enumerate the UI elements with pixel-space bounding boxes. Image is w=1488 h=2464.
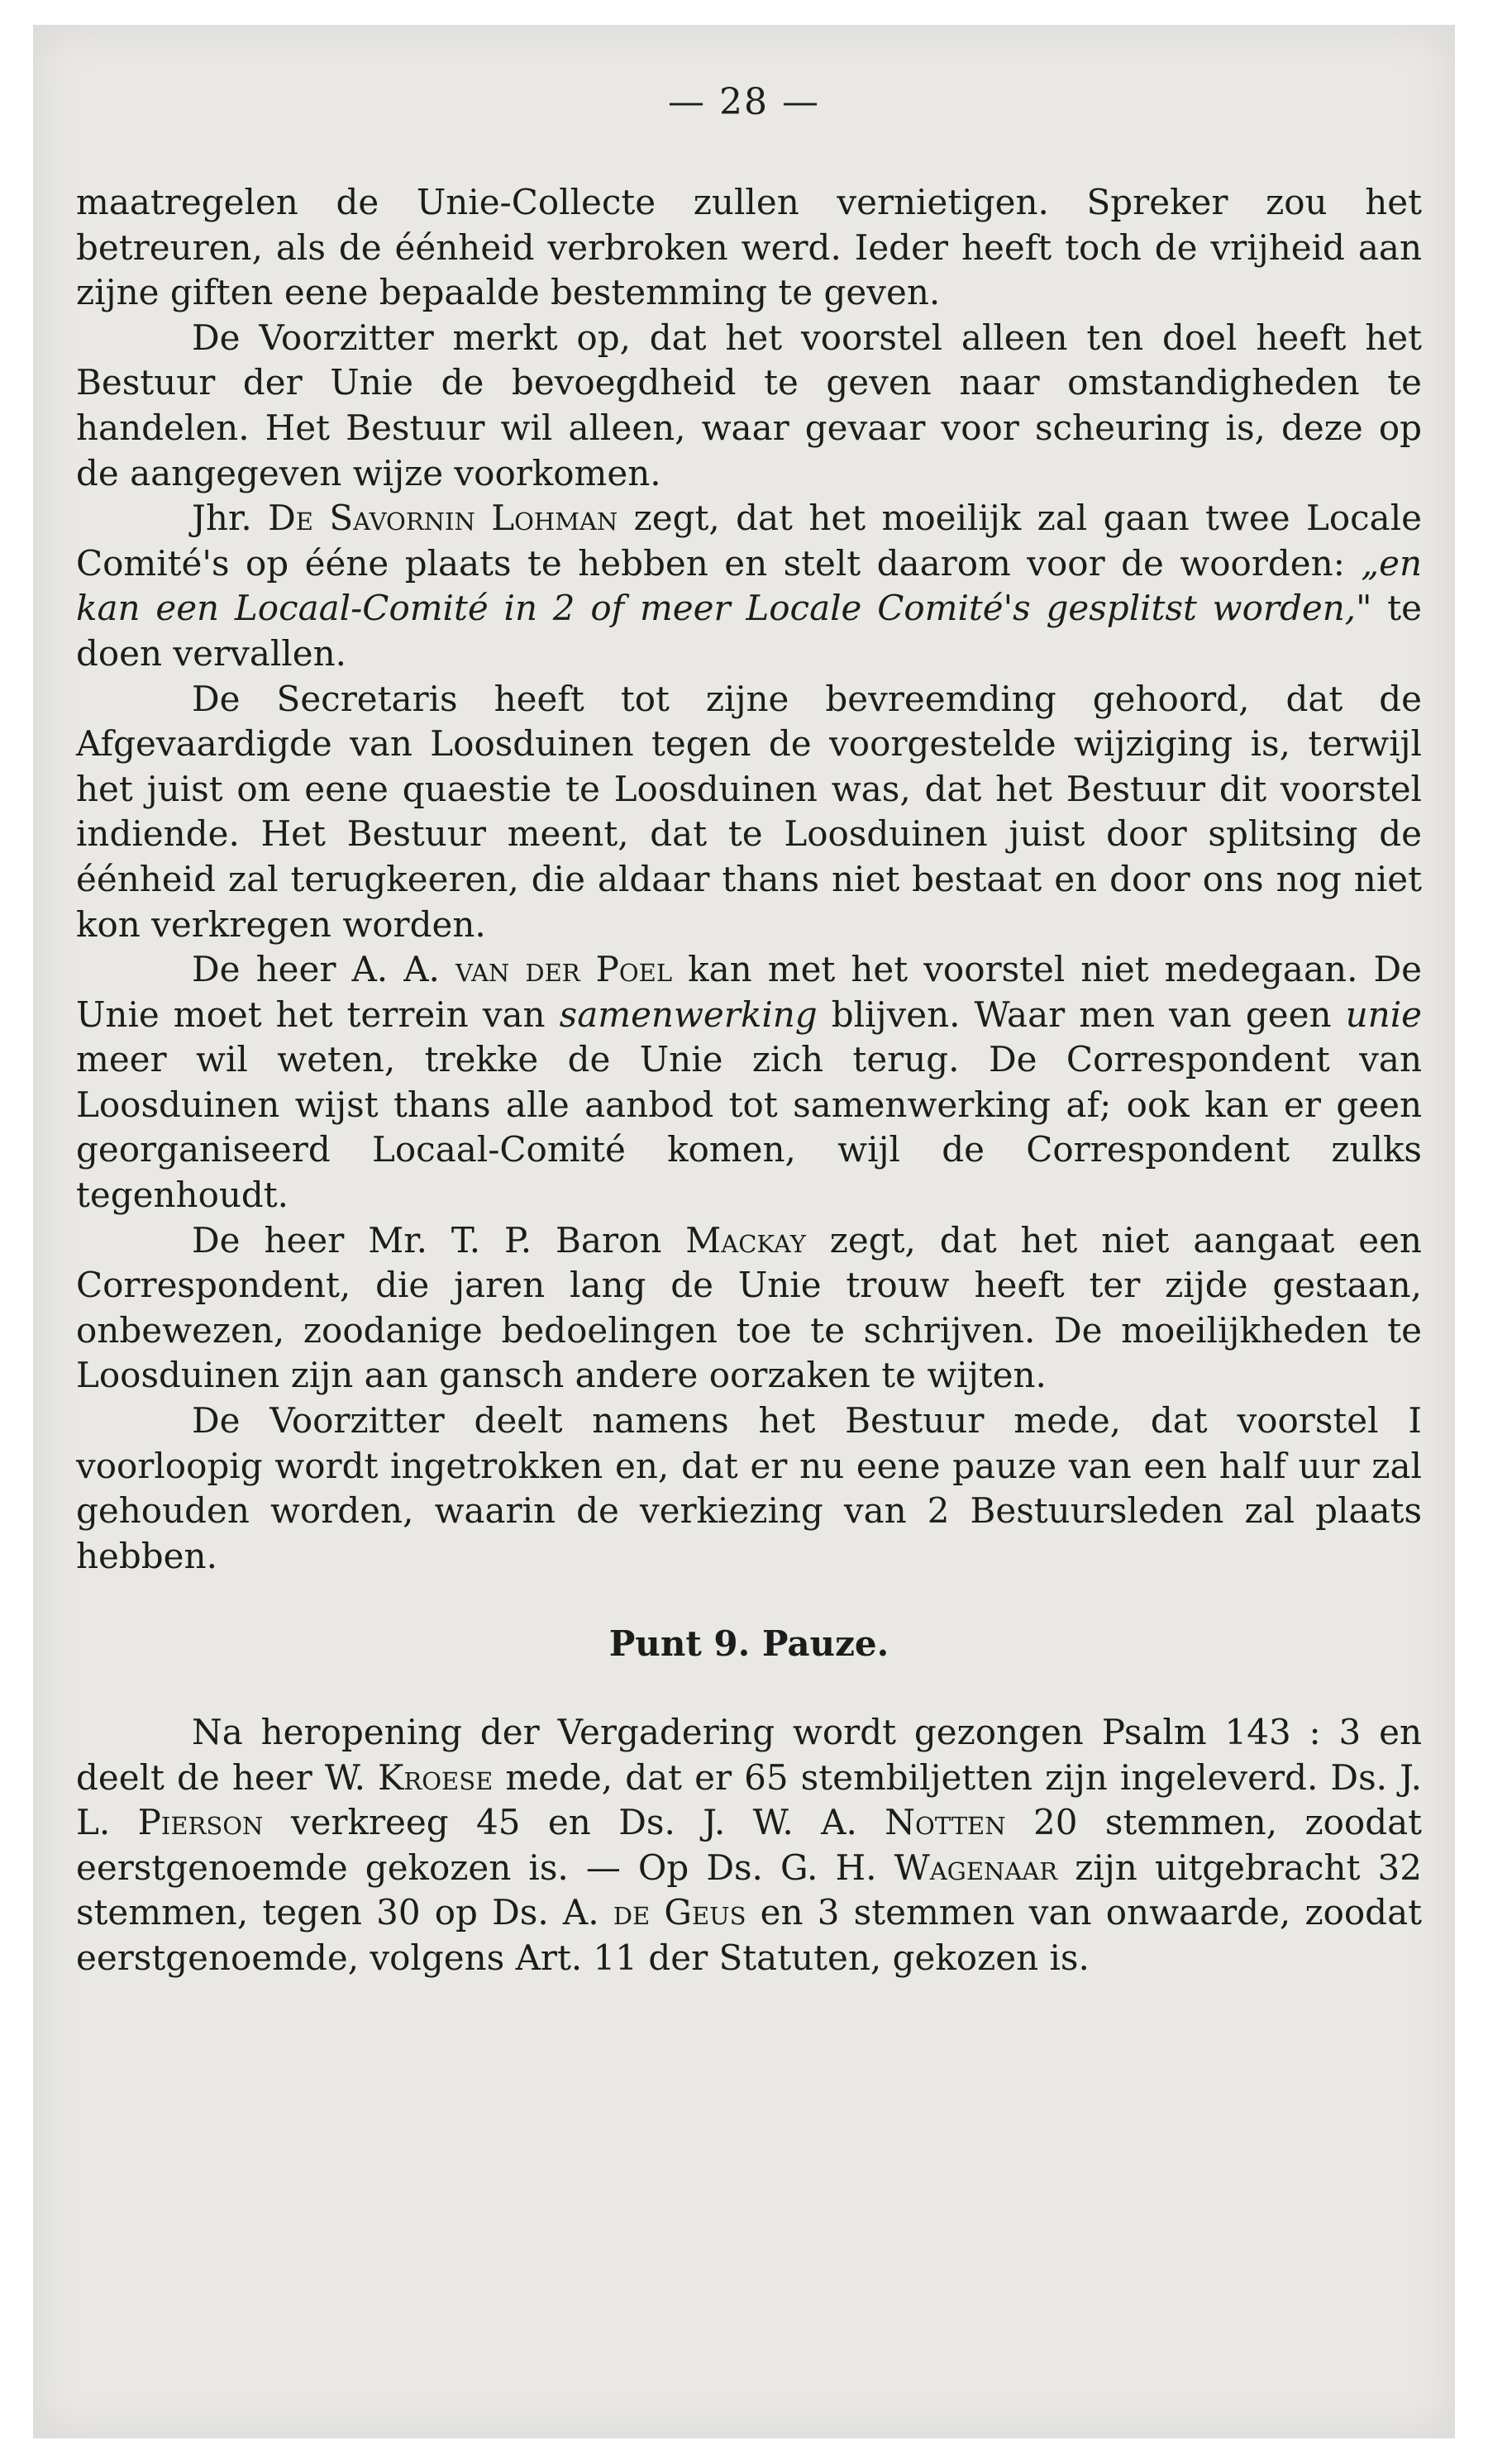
paragraph: De Voorzitter merkt op, dat het voorstel alleen ten doel heeft het Bestuur der Unie de bevoegdheid te geven naar omstandigheden te handelen. Het Bestuur wil alleen, waar gevaar voor scheuring is, deze op de aangegeven wijze voorkomen. [76, 317, 1422, 493]
text-run: kan met het voorstel niet medegaan. De Unie moet het terrein van [76, 949, 1423, 1035]
person-name: Notten [885, 1802, 1006, 1843]
person-name: Pierson [137, 1802, 264, 1843]
page-number: — 28 — [668, 81, 820, 123]
text-run: verkreeg 45 en Ds. J. W. A. [263, 1802, 885, 1843]
text-run: zegt, dat het niet aangaat een Correspondent, die jaren lang de Unie trouw heeft ter zijde gestaan, onbewezen, zoodanige bedoelingen toe te schrijven. De moeilijkheden te Loosduinen zijn aan gansch andere oorzaken te wijten. [76, 1219, 1422, 1396]
person-name: de Geus [613, 1892, 746, 1933]
person-name: Wagenaar [894, 1847, 1058, 1888]
paragraph: De Voorzitter deelt namens het Bestuur mede, dat voorstel I voorloopig wordt ingetrokken en, dat er nu eene pauze van een half uur zal gehouden worden, waarin de verkiezing van 2 Bestuursleden zal plaats hebben. [76, 1400, 1422, 1576]
person-name: van der Poel [455, 949, 673, 990]
text-run: zijn uitgebracht 32 stemmen, tegen 30 op Ds. A. [76, 1847, 1423, 1933]
text-run: Jhr. [192, 498, 269, 539]
text-run: De heer Mr. T. P. Baron [192, 1219, 686, 1261]
text-run: Na heropening der Vergadering wordt gezongen Psalm 143 : 3 en deelt de heer W. [76, 1712, 1422, 1798]
emphasis: unie [1345, 994, 1422, 1035]
text-run: en 3 stemmen van onwaarde, zoodat eerstgenoemde, volgens Art. 11 der Statuten, gekozen is. [76, 1892, 1422, 1978]
paragraph [76, 1710, 1422, 1981]
text-run: meer wil weten, trekke de Unie zich terug. De Correspondent van Loosduinen wijst thans alle aanbod tot samenwerking af; ook kan er geen georganiseerd Locaal-Comité komen, wijl de Correspondent zulks tegenhoudt. [76, 1039, 1422, 1216]
text-run: blijven. Waar men van geen [817, 994, 1346, 1035]
emphasis: samenwerking [559, 994, 818, 1035]
quoted-phrase: „en kan een Locaal-Comité in 2 of meer Locale Comité's gesplitst worden," [76, 542, 1422, 629]
section-heading: Punt 9. Pauze. [608, 1623, 889, 1665]
paragraph [76, 496, 1422, 676]
book-page [33, 25, 1455, 2438]
text-run: te doen vervallen. [76, 588, 1422, 674]
body-text [76, 180, 1422, 1981]
person-name: Kroese [378, 1756, 494, 1798]
paragraph [76, 1218, 1422, 1399]
person-name: Mackay [685, 1219, 806, 1261]
paragraph: maatregelen de Unie-Collecte zullen vernietigen. Spreker zou het betreuren, als de éénheid verbroken werd. Ieder heeft toch de vrijheid aan zijne giften eene bepaalde bestemming te geven. [76, 182, 1422, 313]
paragraph [76, 947, 1422, 1218]
paragraph: De Secretaris heeft tot zijne bevreemding gehoord, dat de Afgevaardigde van Loosduinen tegen de voorgestelde wijziging is, terwijl het juist om eene quaestie te Loosduinen was, dat het Bestuur dit voorstel indiende. Het Bestuur meent, dat te Loosduinen juist door splitsing de éénheid zal terugkeeren, die aldaar thans niet bestaat en door ons nog niet kon verkregen worden. [76, 678, 1422, 945]
text-run: De heer A. A. [192, 949, 455, 990]
text-run: mede, dat er 65 stembiljetten zijn ingeleverd. Ds. J. L. [76, 1756, 1422, 1843]
text-run: 20 stemmen, zoodat eerstgenoemde gekozen is. — Op Ds. G. H. [76, 1802, 1422, 1888]
text-run: zegt, dat het moeilijk zal gaan twee Locale Comité's op ééne plaats te hebben en stelt daarom voor de woorden: [76, 498, 1422, 584]
person-name: De Savornin Lohman [268, 498, 618, 539]
